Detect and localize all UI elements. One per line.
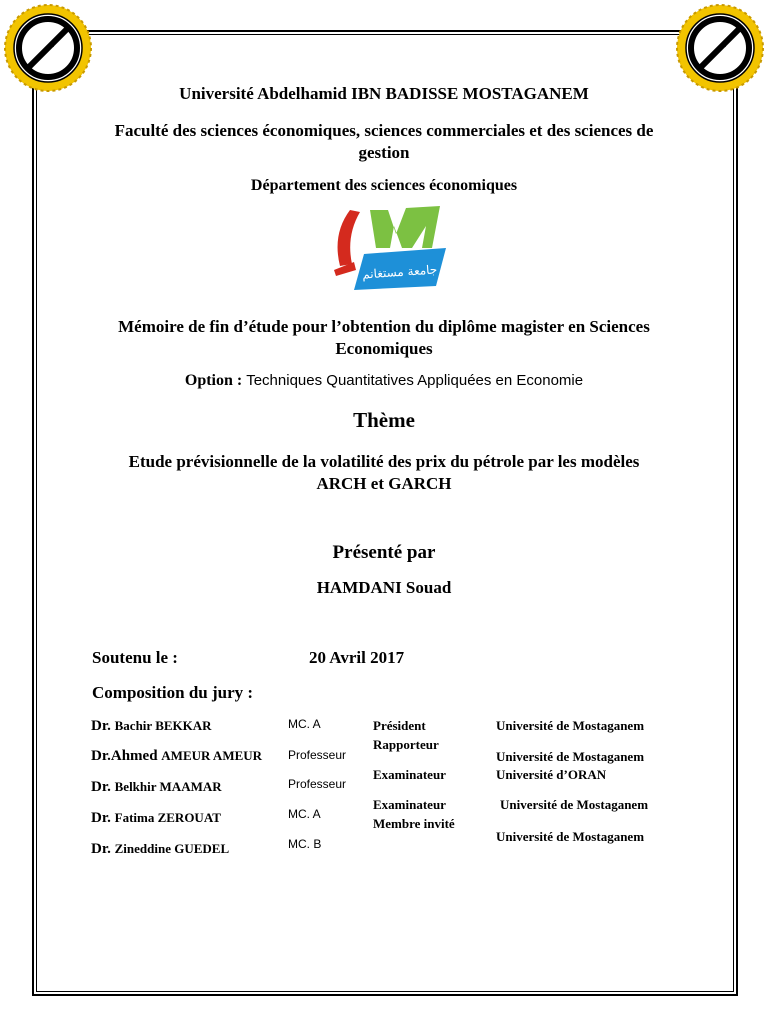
svg-text:Click to buy NOW!: Click to buy NOW! xyxy=(28,28,69,69)
option-label: Option : xyxy=(184,372,243,389)
jury-member-name: Dr.Ahmed AMEUR AMEUR xyxy=(91,748,263,764)
university-name: Université Abdelhamid IBN BADISSE MOSTAGANEM xyxy=(179,84,589,103)
jury-role: Président xyxy=(373,718,426,733)
theme-line-1: Etude prévisionnelle de la volatilité des prix du pétrole par les modèles xyxy=(128,452,640,471)
department-name: Département des sciences économiques xyxy=(250,177,518,194)
jury-member-name: Dr. Fatima ZEROUAT xyxy=(91,810,221,826)
memoire-line-1: Mémoire de fin d’étude pour l’obtention du diplôme magister en Sciences xyxy=(118,317,650,336)
pdf-xchange-stamp-right[interactable] xyxy=(675,3,765,93)
theme-title: Thème xyxy=(353,408,415,432)
theme-text xyxy=(60,451,708,495)
svg-text:جامعة مستغانم: جامعة مستغانم xyxy=(361,262,438,282)
option-line xyxy=(60,372,708,390)
option-value: Techniques Quantitatives Appliquées en Economie xyxy=(246,372,584,389)
author-name: HAMDANI Souad xyxy=(316,578,452,597)
faculty-line-1: Faculté des sciences économiques, sciences commerciales et des sciences de xyxy=(114,121,654,140)
defense-label: Soutenu le : xyxy=(92,648,178,667)
jury-university: Université de Mostaganem xyxy=(496,749,645,764)
jury-university: Université d’ORAN xyxy=(496,767,607,782)
jury-member-grade: Professeur xyxy=(288,777,347,791)
jury-heading: Composition du jury : xyxy=(92,683,254,702)
jury-university: Université de Mostaganem xyxy=(496,829,645,844)
jury-university: Université de Mostaganem xyxy=(500,797,649,812)
jury-member-grade: Professeur xyxy=(288,748,347,762)
presented-by-label: Présenté par xyxy=(332,542,436,563)
pdf-xchange-stamp-left[interactable] xyxy=(3,3,93,93)
faculty-name xyxy=(60,120,708,164)
jury-member-grade: MC. A xyxy=(288,807,321,821)
theme-line-2: ARCH et GARCH xyxy=(316,474,452,493)
jury-member-name: Dr. Belkhir MAAMAR xyxy=(91,779,222,795)
svg-text:Click to buy NOW!: Click to buy NOW! xyxy=(700,28,741,69)
faculty-line-2: gestion xyxy=(358,143,410,162)
jury-role: Rapporteur xyxy=(373,737,439,752)
jury-member-grade: MC. A xyxy=(288,717,321,731)
jury-member-grade: MC. B xyxy=(288,837,322,851)
jury-university: Université de Mostaganem xyxy=(496,718,645,733)
stamp-ring-icon xyxy=(5,5,91,91)
jury-role: Examinateur xyxy=(373,797,446,812)
jury-member-name: Dr. Zineddine GUEDEL xyxy=(91,841,230,857)
stamp-ring-icon xyxy=(677,5,763,91)
jury-member-name: Dr. Bachir BEKKAR xyxy=(91,718,212,734)
memoire-line-2: Economiques xyxy=(335,339,433,358)
jury-role: Membre invité xyxy=(373,816,455,831)
jury-role: Examinateur xyxy=(373,767,446,782)
memoire-description xyxy=(60,316,708,360)
university-logo xyxy=(330,204,448,292)
defense-date: 20 Avril 2017 xyxy=(309,648,405,667)
